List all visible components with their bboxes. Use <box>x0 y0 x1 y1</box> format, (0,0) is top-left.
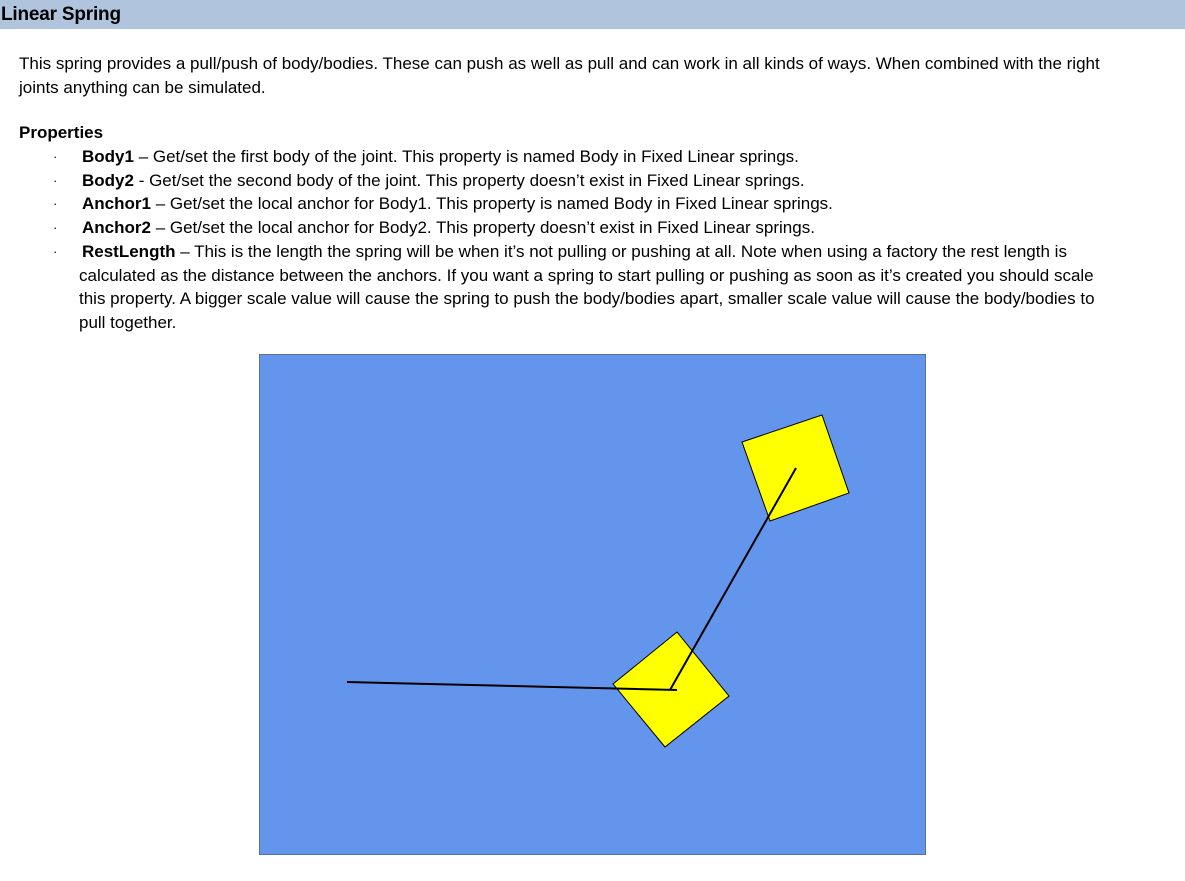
bullet-marker: · <box>53 173 58 188</box>
intro-paragraph <box>19 52 1185 99</box>
property-restlength-line-4: pull together. <box>79 313 177 332</box>
property-anchor1-line <box>82 192 833 216</box>
property-body2-line <box>82 169 805 193</box>
bullet-marker: · <box>53 196 58 211</box>
properties-heading: Properties <box>19 123 104 142</box>
section-title: Linear Spring <box>1 4 121 25</box>
property-name: Body1 <box>82 147 134 166</box>
intro-line-1: This spring provides a pull/push of body/bodies. These can push as well as pull and can work in all kinds of ways. When combined with the right <box>19 54 1100 73</box>
property-restlength-line-3: this property. A bigger scale value will cause the spring to push the body/bodies apart, smaller scale value will cause the body/bodies to <box>79 289 1095 308</box>
property-description: – Get/set the local anchor for Body2. This property doesn’t exist in Fixed Linear springs. <box>150 218 815 237</box>
linear-spring-diagram <box>259 354 926 855</box>
intro-line-2: joints anything can be simulated. <box>19 77 266 97</box>
property-description: - Get/set the second body of the joint. This property doesn’t exist in Fixed Linear springs. <box>133 171 805 190</box>
property-description: – Get/set the first body of the joint. This property is named Body in Fixed Linear springs. <box>133 147 799 166</box>
property-description: – Get/set the local anchor for Body1. This property is named Body in Fixed Linear springs. <box>150 194 833 213</box>
section-header-bar <box>0 0 1185 29</box>
bullet-marker: · <box>53 220 58 235</box>
property-restlength-line-1 <box>82 240 1067 264</box>
property-body1-line <box>82 145 799 169</box>
property-restlength-line-2: calculated as the distance between the anchors. If you want a spring to start pulling or pushing as soon as it’s created you should scale <box>79 266 1094 285</box>
property-name: Anchor1 <box>82 194 151 213</box>
property-name: Body2 <box>82 171 134 190</box>
bullet-marker: · <box>53 149 58 164</box>
property-name: RestLength <box>82 242 176 261</box>
property-name: Anchor2 <box>82 218 151 237</box>
property-anchor2-line <box>82 216 815 240</box>
property-description: – This is the length the spring will be when it’s not pulling or pushing at all. Note when using a factory the rest length is <box>175 242 1067 261</box>
bullet-marker: · <box>53 244 58 259</box>
